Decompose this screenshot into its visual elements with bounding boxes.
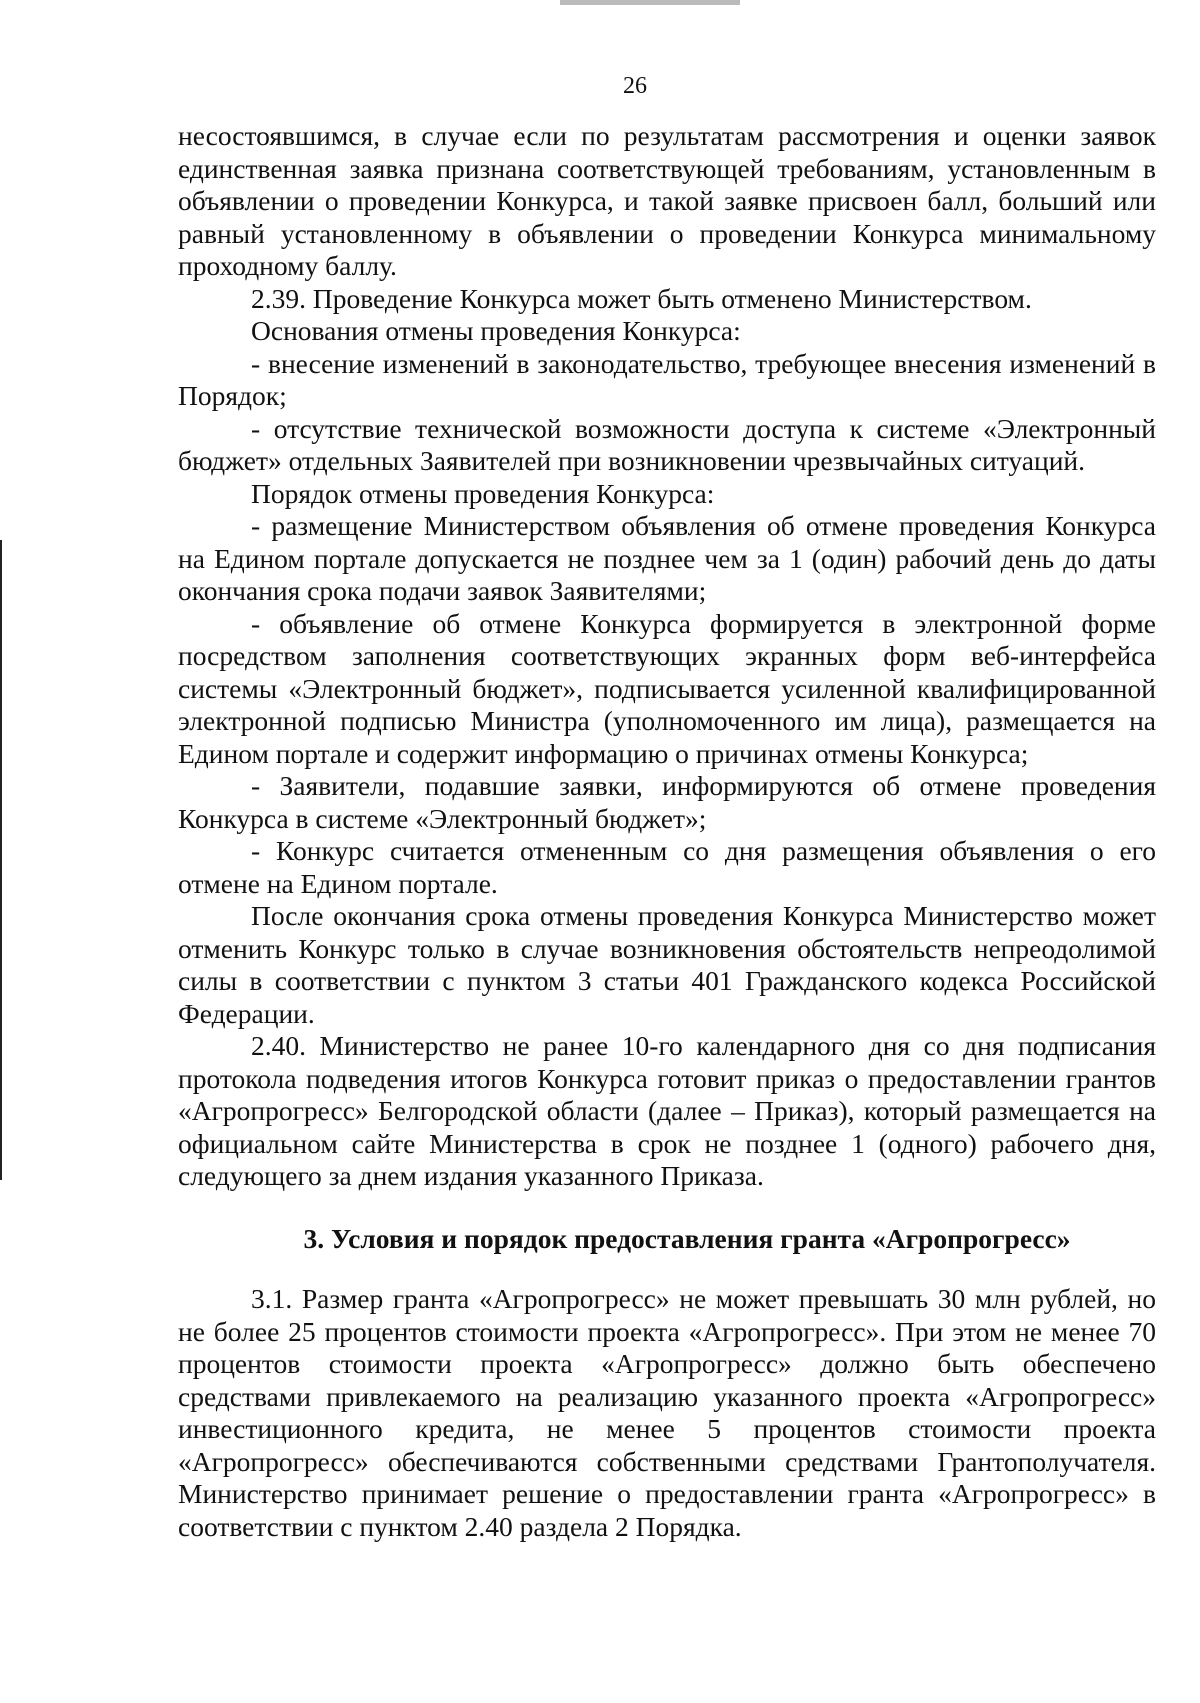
list-item: - объявление об отмене Конкурса формируется в электронной форме посредством заполнения соответствующих экранных форм веб-интерфейса системы «Электронный бюджет», подписывается усиленной квалифицированной электронной подписью Министра (уполномоченного им лица), размещается на Едином портале и содержит информацию о причинах отмены Конкурса;	[178, 607, 1156, 769]
paragraph-3-1: 3.1. Размер гранта «Агропрогресс» не может превышать 30 млн рублей, но не более 25 процентов стоимости проекта «Агропрогресс». При этом не менее 70 процентов стоимости проекта «Агропрогресс» должно быть обеспечено средствами привлекаемого на реализацию указанного проекта «Агропрогресс» инвестиционного кредита, не менее 5 процентов стоимости проекта «Агропрогресс» обеспечиваются собственными средствами Грантополучателя. Министерство принимает решение о предоставлении гранта «Агропрогресс» в соответствии с пунктом 2.40 раздела 2 Порядка.	[178, 1283, 1156, 1542]
section-heading: 3. Условия и порядок предоставления гранта «Агропрогресс»	[303, 1222, 1071, 1254]
list-item: - отсутствие технической возможности доступа к системе «Электронный бюджет» отдельных Заявителей при возникновении чрезвычайных ситуаций.	[178, 412, 1156, 476]
paragraph-2-39: 2.39. Проведение Конкурса может быть отменено Министерством.	[251, 282, 1032, 314]
paragraph-2-40: 2.40. Министерство не ранее 10-го календарного дня со дня подписания протокола подведения итогов Конкурса готовит приказ о предоставлении грантов «Агропрогресс» Белгородской области (далее – Приказ), который размещается на официальном сайте Министерства в срок не позднее 1 (одного) рабочего дня, следующего за днем издания указанного Приказа.	[178, 1030, 1156, 1191]
list-item: - размещение Министерством объявления об отмене проведения Конкурса на Едином портале допускается не позднее чем за 1 (один) рабочий день до даты окончания срока подачи заявок Заявителями;	[178, 510, 1156, 606]
paragraph-continuation: несостоявшимся, в случае если по результатам рассмотрения и оценки заявок единственная заявка признана соответствующей требованиям, установленным в объявлении о проведении Конкурса, и такой заявке присвоен балл, больший или равный установленному в объявлении о проведении Конкурса минимальному проходному баллу.	[178, 120, 1156, 281]
scan-edge-line	[0, 540, 2, 1180]
paragraph-cancel-procedure: Порядок отмены проведения Конкурса:	[251, 477, 715, 509]
list-item: - Конкурс считается отмененным со дня размещения объявления о его отмене на Едином портале.	[178, 835, 1156, 899]
paragraph-force-majeure: После окончания срока отмены проведения Конкурса Министерство может отменить Конкурс только в случае возникновения обстоятельств непреодолимой силы в соответствии с пунктом 3 статьи 401 Гражданского кодекса Российской Федерации.	[178, 900, 1156, 1029]
list-item: - внесение изменений в законодательство, требующее внесения изменений в Порядок;	[178, 347, 1156, 411]
scan-mark	[560, 0, 740, 5]
page-number: 26	[623, 73, 647, 99]
document-body	[178, 120, 1156, 1543]
list-item: - Заявители, подавшие заявки, информируются об отмене проведения Конкурса в системе «Электронный бюджет»;	[178, 770, 1156, 834]
paragraph-cancel-grounds: Основания отмены проведения Конкурса:	[251, 315, 741, 346]
